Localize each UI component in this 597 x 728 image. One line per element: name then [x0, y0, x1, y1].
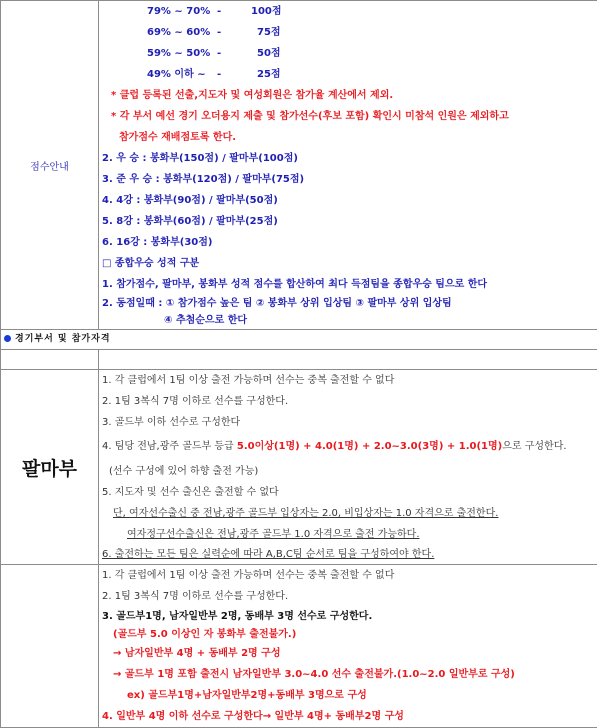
palma-label: 팔마부: [22, 458, 77, 480]
score-label: 점수안내: [30, 162, 69, 173]
palma-rule: 6. 출전하는 모든 팀은 실력순에 따라 A,B,C팀 순서로 팀을 구성하여야 한다.: [99, 545, 597, 564]
tie-rule: 2. 동점일때 : ① 참가점수 높은 팀 ② 봉화부 상위 입상팀 ③ 팔마부 상위 입상팀: [99, 295, 597, 312]
section-header-row: [1, 330, 597, 350]
palma-rule-sub: 단, 여자선수출신 중 전남,광주 골드부 입상자는 2.0, 비입상자는 1.0 자격으로 출전한다.: [99, 503, 597, 524]
bonghwa-rule: 1. 각 클럽에서 1팀 이상 출전 가능하며 선수는 중복 출전할 수 없다: [99, 565, 597, 586]
score-note: * 각 부서 예선 경기 오더용지 제출 및 참가선수(후보 포함) 확인시 미참석 인원은 제외하고: [99, 106, 597, 127]
rate-row: 59% ~ 50% - 50점: [99, 43, 597, 64]
tie-rule-cont: ④ 추첨순으로 한다: [99, 312, 597, 329]
palma-rule: 5. 지도자 및 선수 출신은 출전할 수 없다: [99, 482, 597, 503]
palma-label-cell: [1, 370, 99, 565]
spacer-label-cell: [1, 350, 99, 370]
score-label-cell: [1, 1, 99, 330]
palma-rule: 3. 골드부 이하 선수로 구성한다: [99, 412, 597, 433]
bonghwa-rule: 4. 일반부 4명 이하 선수로 구성한다→ 일반부 4명+ 동배부2명 구성: [99, 706, 597, 727]
palma-rule-sub: 여자정구선수출신은 전남,광주 골드부 1.0 자격으로 출전 가능하다.: [99, 524, 597, 545]
rate-row: 79% ~ 70% - 100점: [99, 1, 597, 22]
award-line: 5. 8강 : 봉화부(60점) / 팔마부(25점): [99, 211, 597, 232]
score-note: * 클럽 등록된 선출,지도자 및 여성회원은 참가율 계산에서 제외.: [99, 85, 597, 106]
bullet-icon: [4, 335, 11, 342]
bonghwa-content-cell: [99, 565, 597, 728]
bonghwa-rule-red: (골드부 5.0 이상인 자 봉화부 출전불가.): [99, 626, 597, 643]
spacer-content-cell: [99, 350, 597, 370]
score-note: 참가점수 재배점토록 한다.: [99, 127, 597, 148]
palma-rule-4: 4. 팀당 전남,광주 골드부 등급 5.0이상(1명) + 4.0(1명) + 2.0~3.0(3명) + 1.0(1명)으로 구성한다.: [99, 433, 597, 461]
bonghwa-rule-arrow: → 골드부 1명 포함 출전시 남자일반부 3.0~4.0 선수 출전불가.(1.0~2.0 일반부로 구성): [99, 664, 597, 685]
award-line: 3. 준 우 승 : 봉화부(120점) / 팔마부(75점): [99, 169, 597, 190]
score-content-cell: [99, 1, 597, 330]
spacer-row: [1, 350, 597, 370]
award-line: 6. 16강 : 봉화부(30점): [99, 232, 597, 253]
bonghwa-label-cell: [1, 565, 99, 728]
rate-row: 69% ~ 60% - 75점: [99, 22, 597, 43]
bonghwa-rule-arrow: → 남자일반부 4명 + 동배부 2명 구성: [99, 643, 597, 664]
overall-rule: 1. 참가점수, 팔마부, 봉화부 성적 점수를 합산하여 최다 득점팀을 종합우승 팀으로 한다: [99, 274, 597, 295]
palma-rule-note: (선수 구성에 있어 하향 출전 가능): [99, 461, 597, 482]
palma-section-row: [1, 370, 597, 565]
award-line: 4. 4강 : 봉화부(90점) / 팔마부(50점): [99, 190, 597, 211]
section-header-cell: [1, 330, 597, 350]
bonghwa-rule: 2. 1팀 3복식 7명 이하로 선수를 구성한다.: [99, 586, 597, 607]
score-section-row: [1, 1, 597, 330]
section-title: 경기부서 및 참가자격: [15, 334, 111, 344]
overall-heading: □ 종합우승 성적 구분: [99, 253, 597, 274]
palma-rule: 1. 각 클럽에서 1팀 이상 출전 가능하며 선수는 중복 출전할 수 없다: [99, 370, 597, 391]
palma-content-cell: [99, 370, 597, 565]
bonghwa-section-row: [1, 565, 597, 728]
award-line: 2. 우 승 : 봉화부(150점) / 팔마부(100점): [99, 148, 597, 169]
rate-row: 49% 이하 ~ - 25점: [99, 64, 597, 85]
bonghwa-rule-example: ex) 골드부1명+남자일반부2명+동배부 3명으로 구성: [99, 685, 597, 706]
bonghwa-rule: 3. 골드부1명, 남자일반부 2명, 동배부 3명 선수로 구성한다.: [99, 607, 597, 626]
palma-rule: 2. 1팀 3복식 7명 이하로 선수를 구성한다.: [99, 391, 597, 412]
